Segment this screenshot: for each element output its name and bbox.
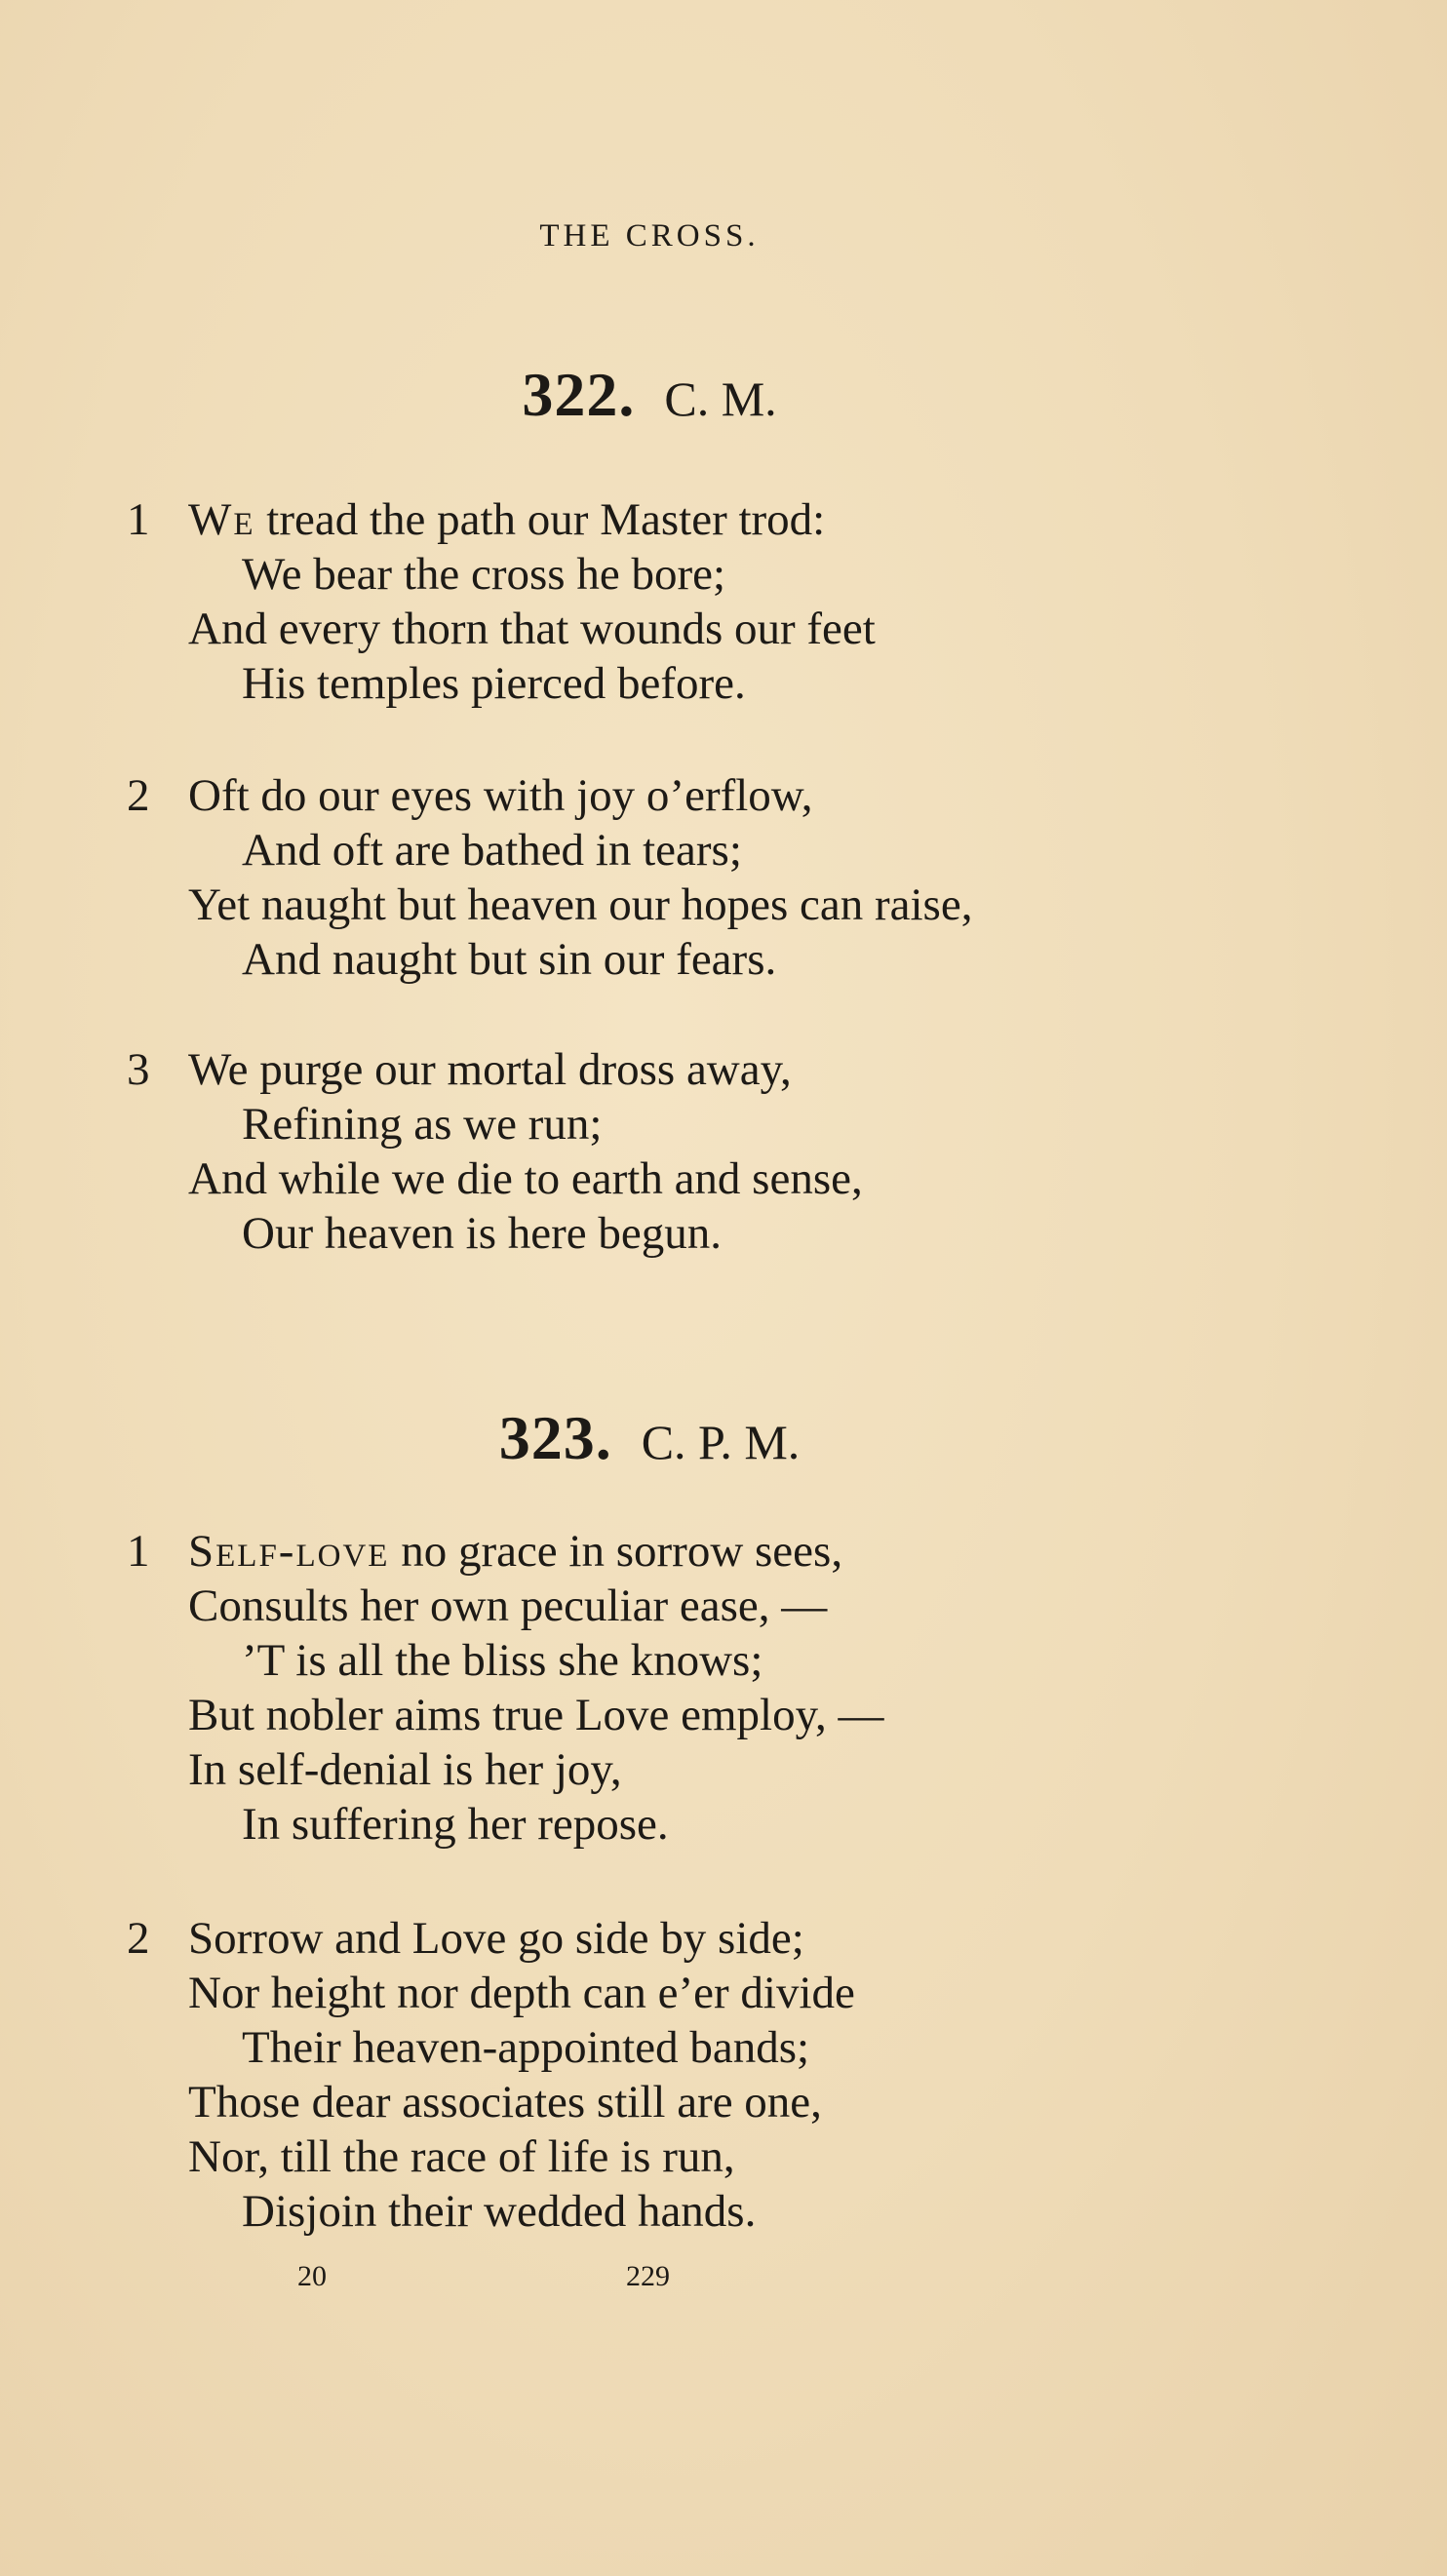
line-text: Their heaven-appointed bands; <box>242 2022 810 2073</box>
initial-word: We <box>188 494 255 545</box>
line-text: In suffering her repose. <box>242 1799 669 1850</box>
page-number: 229 <box>626 2260 670 2292</box>
verse-line <box>0 547 1297 602</box>
verse-line <box>0 1633 1297 1688</box>
hymn-322-stanza-1 <box>0 492 1297 711</box>
verse-line <box>0 1742 1297 1797</box>
running-head: THE CROSS. <box>539 218 760 254</box>
stanza-number: 1 <box>127 1526 150 1577</box>
line-text: Consults her own peculiar ease, — <box>188 1581 828 1631</box>
stanza-number: 3 <box>127 1044 150 1095</box>
hymn-322-stanza-2 <box>0 768 1297 987</box>
hymn-322-heading <box>0 359 1299 431</box>
line-text: And oft are bathed in tears; <box>242 825 742 876</box>
stanza-number: 2 <box>127 1913 150 1964</box>
line-text: Nor, till the race of life is run, <box>188 2131 735 2182</box>
signature-mark: 20 <box>297 2260 327 2292</box>
hymn-323-heading <box>0 1402 1299 1474</box>
line-text: And while we die to earth and sense, <box>188 1153 863 1204</box>
verse-line <box>0 2075 1297 2129</box>
line-text: ’T is all the bliss she knows; <box>242 1635 763 1686</box>
line-text: Disjoin their wedded hands. <box>242 2186 757 2237</box>
verse-line <box>0 1042 1297 1097</box>
line-text: And every thorn that wounds our feet <box>188 604 876 654</box>
hymn-322-stanza-3 <box>0 1042 1297 1261</box>
line-text: Our heaven is here begun. <box>242 1208 723 1259</box>
line-text: Yet naught but heaven our hopes can raise, <box>188 879 973 930</box>
verse-line <box>0 492 1297 547</box>
verse-line <box>0 1911 1297 1966</box>
verse-line <box>0 1524 1297 1579</box>
line-text: Nor height nor depth can e’er divide <box>188 1968 855 2018</box>
verse-line <box>0 1151 1297 1206</box>
line-text: We purge our mortal dross away, <box>188 1044 792 1095</box>
line-text: And naught but sin our fears. <box>242 934 777 985</box>
verse-line <box>0 878 1297 932</box>
line-text: In self-denial is her joy, <box>188 1744 622 1795</box>
initial-word: Self-love <box>188 1526 390 1577</box>
line-text: But nobler aims true Love employ, — <box>188 1690 884 1740</box>
line-text: We bear the cross he bore; <box>242 549 726 600</box>
verse-line <box>0 932 1297 987</box>
verse-line <box>0 1797 1297 1852</box>
verse-line <box>0 2184 1297 2239</box>
hymn-meter: C. M. <box>664 371 777 426</box>
line-text: Those dear associates still are one, <box>188 2077 822 2127</box>
line-text: His temples pierced before. <box>242 658 746 709</box>
verse-line <box>0 1579 1297 1633</box>
verse-line <box>0 656 1297 711</box>
verse-line <box>0 602 1297 656</box>
stanza-number: 1 <box>127 494 150 545</box>
verse-line <box>0 823 1297 878</box>
hymn-number: 322. <box>522 360 636 429</box>
line-text: Sorrow and Love go side by side; <box>188 1913 804 1964</box>
hymn-323-stanza-2 <box>0 1911 1297 2239</box>
hymn-number: 323. <box>498 1403 612 1472</box>
line-text: Refining as we run; <box>242 1099 603 1150</box>
verse-line <box>0 1206 1297 1261</box>
line-text: Oft do our eyes with joy o’erflow, <box>188 770 813 821</box>
verse-line <box>0 1097 1297 1151</box>
verse-line <box>0 1688 1297 1742</box>
hymn-meter: C. P. M. <box>641 1415 801 1469</box>
verse-line <box>0 2020 1297 2075</box>
verse-line <box>0 1966 1297 2020</box>
line-text: no grace in sorrow sees, <box>389 1526 843 1577</box>
verse-line <box>0 2129 1297 2184</box>
hymn-323-stanza-1 <box>0 1524 1297 1852</box>
verse-line <box>0 768 1297 823</box>
line-text: tread the path our Master trod: <box>254 494 826 545</box>
stanza-number: 2 <box>127 770 150 821</box>
